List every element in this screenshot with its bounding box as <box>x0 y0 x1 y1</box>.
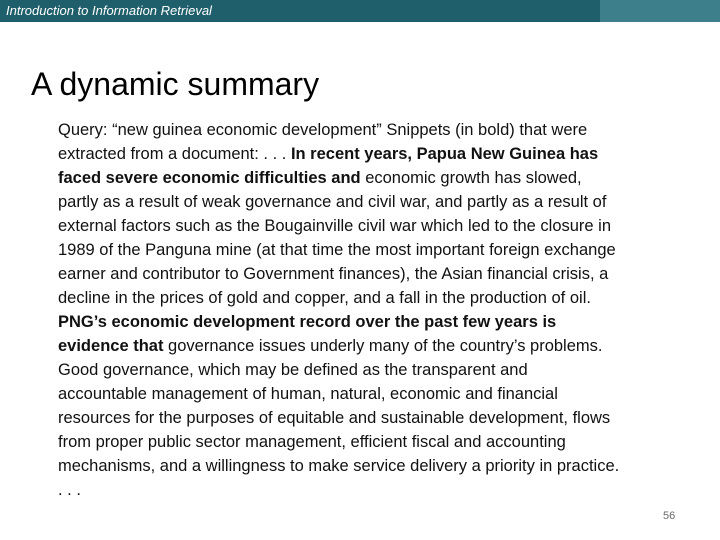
course-title: Introduction to Information Retrieval <box>6 3 212 18</box>
slide-title: A dynamic summary <box>31 66 320 102</box>
snippet-bold-2: PNG’s economic development record over the past few years is evidence that <box>58 313 557 355</box>
document-text-2: governance issues underly many of the country’s problems. Good governance, which may be defined as the transparent and accountable management of human, natural, economic and financial resources for the purposes of equitable and sustainable development, flows from proper public sector management, efficient fiscal and accounting mechanisms, and a willingness to make service delivery a priority in practice. . . . <box>58 337 620 499</box>
snippet-bold-1: In recent years, Papua New Guinea has faced severe economic difficulties and <box>58 145 599 187</box>
header-bar <box>0 0 600 22</box>
slide-body-text <box>58 118 620 502</box>
page-number: 56 <box>663 510 676 522</box>
header-accent-block <box>600 0 720 22</box>
query-intro-text: Query: “new guinea economic development” Snippets (in bold) that were extracted from a document: . . . <box>58 121 588 163</box>
document-text-1: economic growth has slowed, partly as a result of weak governance and civil war, and partly as a result of external factors such as the Bougainville civil war which led to the closure in 1989 of the Panguna mine (at that time the most important foreign exchange earner and contributor to Government finances), the Asian financial crisis, a decline in the prices of gold and copper, and a fall in the production of oil. <box>58 169 616 307</box>
